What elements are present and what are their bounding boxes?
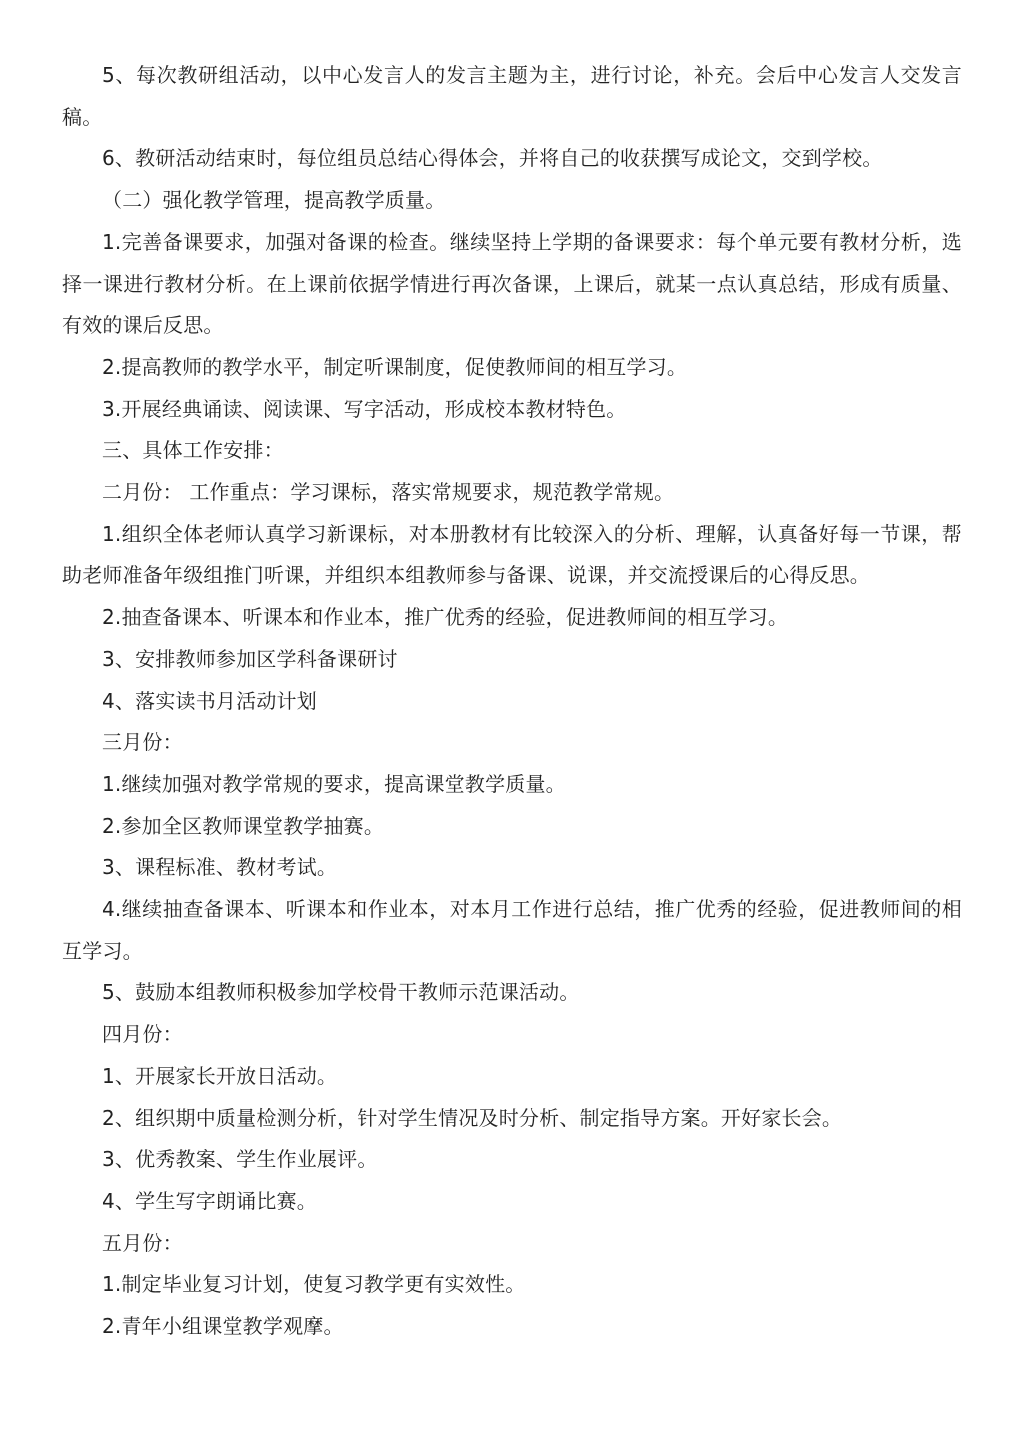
paragraph: 1.制定毕业复习计划，使复习教学更有实效性。: [102, 1272, 526, 1297]
paragraph: 2.参加全区教师课堂教学抽赛。: [102, 813, 385, 838]
paragraph: 2.青年小组课堂教学观摩。: [102, 1314, 344, 1339]
paragraph: 5、鼓励本组教师积极参加学校骨干教师示范课活动。: [102, 980, 580, 1005]
document-body: [62, 55, 962, 1348]
section-heading: 三、具体工作安排：: [102, 438, 284, 463]
month-heading: 三月份：: [102, 730, 183, 755]
paragraph: 4、学生写字朗诵比赛。: [102, 1188, 317, 1213]
paragraph: 3、课程标准、教材考试。: [102, 855, 338, 880]
paragraph: 5、每次教研组活动，以中心发言人的发言主题为主，进行讨论，补充。会后中心发言人交发言稿。: [62, 63, 962, 129]
month-heading: 二月份： 工作重点：学习课标，落实常规要求，规范教学常规。: [102, 480, 675, 505]
paragraph: 2.抽查备课本、听课本和作业本，推广优秀的经验，促进教师间的相互学习。: [102, 605, 789, 630]
month-heading: 五月份：: [102, 1230, 183, 1255]
paragraph: 2.提高教师的教学水平，制定听课制度，促使教师间的相互学习。: [102, 354, 688, 379]
paragraph: 1、开展家长开放日活动。: [102, 1063, 338, 1088]
paragraph: 4、落实读书月活动计划: [102, 688, 317, 713]
month-heading: 四月份：: [102, 1022, 183, 1047]
paragraph: 3、安排教师参加区学科备课研讨: [102, 646, 398, 671]
paragraph: 1.组织全体老师认真学习新课标，对本册教材有比较深入的分析、理解，认真备好每一节课，帮助老师准备年级组推门听课，并组织本组教师参与备课、说课，并交流授课后的心得反思。: [62, 521, 962, 588]
paragraph: 3.开展经典诵读、阅读课、写字活动，形成校本教材特色。: [102, 396, 627, 421]
paragraph: 3、优秀教案、学生作业展评。: [102, 1147, 378, 1172]
paragraph: 4.继续抽查备课本、听课本和作业本，对本月工作进行总结，推广优秀的经验，促进教师间的相互学习。: [62, 897, 962, 963]
paragraph: 1.完善备课要求，加强对备课的检查。继续坚持上学期的备课要求：每个单元要有教材分析，选择一课进行教材分析。在上课前依据学情进行再次备课，上课后，就某一点认真总结，形成有质量、有效的课后反思。: [62, 229, 962, 338]
paragraph: 1.继续加强对教学常规的要求，提高课堂教学质量。: [102, 771, 566, 796]
section-heading: （二）强化教学管理，提高教学质量。: [102, 188, 446, 213]
paragraph: 2、组织期中质量检测分析，针对学生情况及时分析、制定指导方案。开好家长会。: [102, 1105, 843, 1130]
paragraph: 6、教研活动结束时，每位组员总结心得体会，并将自己的收获撰写成论文，交到学校。: [102, 146, 883, 171]
